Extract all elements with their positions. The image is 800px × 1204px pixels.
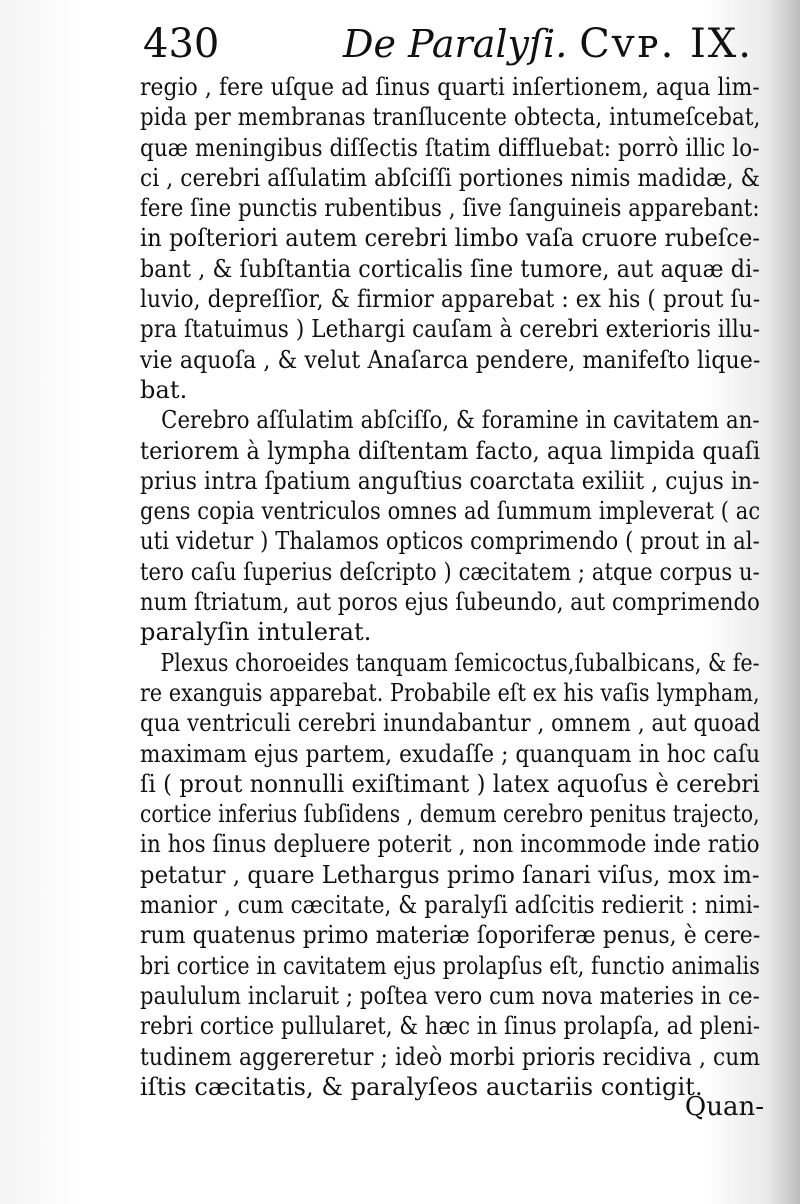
catchword: Quan-: [684, 1092, 764, 1122]
text-line: luvio, depreſſior, & firmior apparebat : ex his ( prout ſu-: [140, 285, 761, 314]
text-line: bri cortice in cavitatem ejus prolapſus eſt, functio animalis: [140, 951, 760, 980]
running-title: De Paralyſi.: [343, 22, 568, 66]
text-line: in hos ſinus depluere poterit , non incommode inde ratio: [140, 830, 760, 859]
text-line: pra ſtatuimus ) Lethargi cauſam à cerebri exterioris illu-: [140, 315, 761, 344]
text-line: quæ meningibus diſſectis ſtatim diffluebat: porrò illic lo-: [140, 133, 760, 162]
chapter-label: Cᴠᴘ. IX.: [579, 21, 753, 67]
text-line: tero caſu ſuperius deſcripto ) cæcitatem ; atque corpus u-: [140, 557, 760, 586]
text-line: pida per membranas tranſlucente obtecta, intumeſcebat,: [140, 103, 761, 132]
page-header: [143, 16, 763, 72]
text-line: fere ſine punctis rubentibus , ſive ſanguineis apparebant:: [140, 194, 760, 223]
text-line: teriorem à lympha diſtentam facto, aqua limpida quaſi: [140, 436, 761, 465]
page-number: 430: [143, 21, 220, 67]
text-line: regio , fere uſque ad ſinus quarti inſertionem, aqua lim-: [140, 73, 760, 101]
text-line: ſi ( prout nonnulli exiſtimant ) latex aquoſus è cerebri: [140, 769, 760, 798]
text-line: uti videtur ) Thalamos opticos comprimendo ( prout in al-: [140, 527, 760, 556]
text-line: gens copia ventriculos omnes ad ſummum impleverat ( ac: [140, 497, 761, 526]
text-line: manior , cum cæcitate, & paralyſi adſcitis redierit : nimi-: [140, 891, 760, 920]
paragraph-start-line: Plexus choroeides tanquam ſemicoctus,ſubalbicans, & fe-: [160, 648, 760, 677]
text-line: num ſtriatum, aut poros ejus ſubeundo, aut comprimendo: [140, 588, 760, 617]
text-line: rum quatenus primo materiæ ſoporiferæ penus, è cere-: [140, 921, 761, 950]
text-line: paralyſin intulerat.: [140, 618, 372, 647]
text-line: bat.: [140, 375, 188, 404]
text-line: bant , & ſubſtantia corticalis ſine tumore, aut aquæ di-: [140, 254, 760, 283]
text-line: rebri cortice pullularet, & hæc in ſinus prolapſa, ad pleni-: [140, 1012, 761, 1041]
text-line: iſtis cæcitatis, & paralyſeos auctariis contigit.: [140, 1072, 703, 1101]
text-line: ci , cerebri aſſulatim abſciſſi portiones nimis madidæ, &: [140, 163, 760, 192]
paragraph-start-line: Cerebro aſſulatim abſciſſo, & foramine in cavitatem an-: [161, 406, 760, 435]
text-line: paululum inclaruit ; poſtea vero cum nova materies in ce-: [140, 981, 760, 1010]
text-line: cortice inferius ſubſidens , demum cerebro penitus trajecto,: [140, 800, 760, 829]
text-line: prius intra ſpatium anguſtius coarctata exiliit , cujus in-: [140, 466, 760, 495]
text-line: tudinem aggereretur ; ideò morbi prioris recidiva , cum: [140, 1042, 761, 1071]
text-line: petatur , quare Lethargus primo ſanari viſus, mox im-: [140, 860, 760, 889]
body-text: [140, 72, 760, 1102]
text-line: maximam ejus partem, exudaſſe ; quanquam in hoc caſu: [140, 739, 761, 768]
text-line: qua ventriculi cerebri inundabantur , omnem , aut quoad: [140, 709, 761, 738]
text-line: in poſteriori autem cerebri limbo vaſa cruore rubeſce-: [140, 224, 761, 253]
text-line: vie aquoſa , & velut Anaſarca pendere, manifeſto lique-: [140, 345, 761, 374]
text-line: re exanguis apparebat. Probabile eſt ex his vaſis lympham,: [140, 678, 760, 707]
